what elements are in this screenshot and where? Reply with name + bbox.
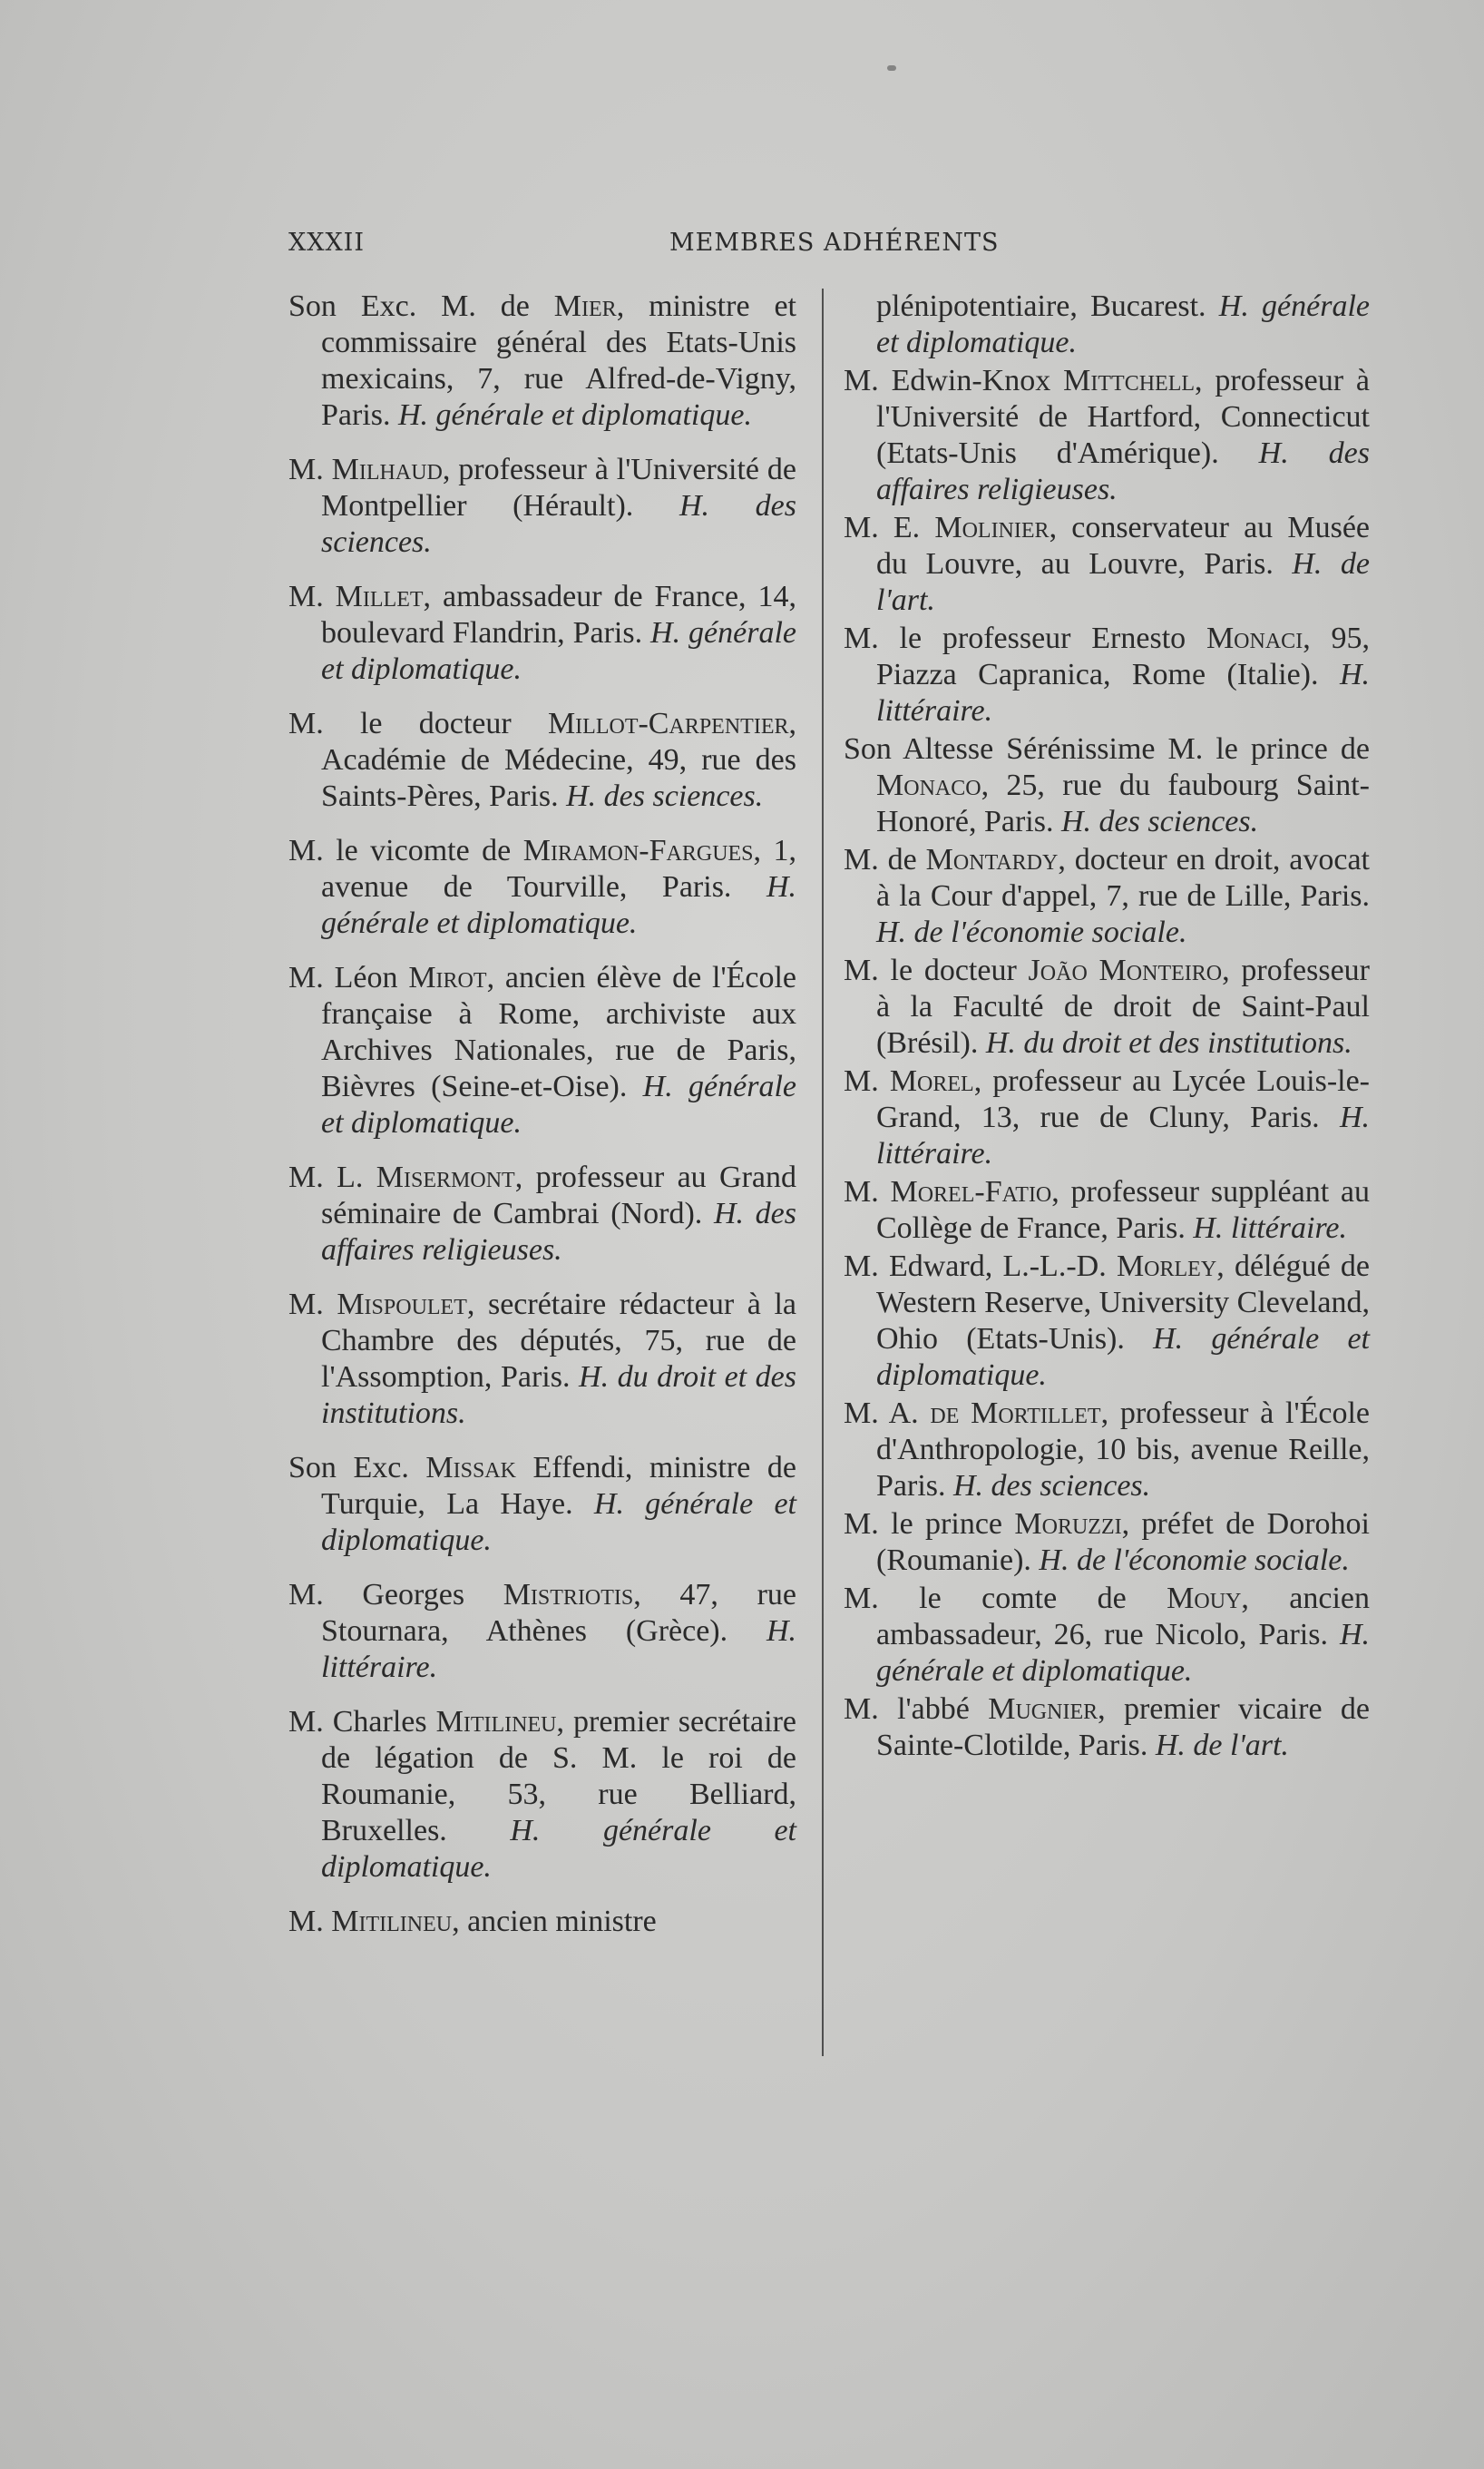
member-entry (288, 960, 796, 1141)
entry-details: , 25, rue du faubourg Saint-Honoré, Paris. (876, 769, 1370, 838)
entry-prefix: M. Edwin-Knox (844, 364, 1064, 397)
member-entry (288, 1577, 796, 1686)
member-name: Mouy (1167, 1582, 1242, 1615)
member-entry (844, 621, 1370, 730)
entry-prefix: M. L. (288, 1161, 376, 1194)
entry-prefix: M. (288, 1905, 332, 1938)
entry-prefix: M. (844, 1064, 890, 1098)
member-entry (844, 1581, 1370, 1690)
section-label: H. littéraire. (876, 1101, 1370, 1171)
section-label: H. de l'économie sociale. (1039, 1543, 1350, 1577)
member-entry (844, 953, 1370, 1062)
section-label: H. littéraire. (321, 1614, 796, 1684)
section-label: H. des sciences. (1060, 805, 1259, 838)
member-name: João Monteiro (1028, 954, 1223, 987)
member-entry (288, 1450, 796, 1559)
entry-details: , ambassadeur de France, 14, boulevard Flandrin, Paris. (321, 580, 796, 650)
entry-prefix: M. (288, 1288, 337, 1321)
entry-prefix: M. le professeur Ernesto (844, 622, 1206, 655)
member-name: Morel-Fatio (890, 1175, 1052, 1209)
member-name: Mier (553, 289, 617, 323)
member-name: Mittchell (1063, 364, 1196, 397)
entry-details: , préfet de Dorohoi (Roumanie). (876, 1507, 1370, 1577)
entry-details: , ministre et commissaire général des Etats-Unis mexicains, 7, rue Alfred-de-Vigny, Paris. (321, 289, 796, 432)
section-label: H. générale et diplomatique. (321, 870, 796, 940)
entry-details: , premier vicaire de Sainte-Clotilde, Paris. (876, 1692, 1370, 1762)
entry-details: , 95, Piazza Capranica, Rome (Italie). (876, 622, 1370, 691)
member-entry (288, 1904, 796, 1940)
member-entry (288, 452, 796, 561)
section-label: H. des affaires religieuses. (321, 1197, 796, 1267)
member-name: Millet (335, 580, 424, 613)
member-name: Moruzzi (1014, 1507, 1122, 1541)
entry-details: , conservateur au Musée du Louvre, au Louvre, Paris. (876, 511, 1370, 581)
entry-prefix: M. Georges (288, 1578, 503, 1612)
member-entry (844, 1506, 1370, 1579)
entry-prefix: M. le docteur (844, 954, 1029, 987)
entry-prefix: M. le prince (844, 1507, 1015, 1541)
member-entry (844, 510, 1370, 619)
entry-prefix: M. E. (844, 511, 935, 544)
entry-details: , professeur suppléant au Collège de France, Paris. (876, 1175, 1370, 1245)
section-label: H. du droit et des institutions. (985, 1026, 1352, 1060)
section-label: H. générale et diplomatique. (398, 398, 752, 432)
section-label: H. de l'économie sociale. (876, 916, 1187, 949)
member-name: Mispoulet (337, 1288, 467, 1321)
entry-details: , docteur en droit, avocat à la Cour d'appel, 7, rue de Lille, Paris. (876, 843, 1370, 913)
member-entry (844, 363, 1370, 508)
member-entry (844, 1063, 1370, 1172)
entry-details: , professeur à l'Université de Montpellier (Hérault). (321, 453, 797, 523)
member-entry (288, 289, 796, 434)
section-label: H. des sciences. (953, 1469, 1151, 1503)
entry-prefix: M. le docteur (288, 707, 548, 740)
member-entry (288, 833, 796, 942)
right-column (844, 289, 1370, 1766)
section-label: H. des sciences. (321, 489, 796, 559)
entry-prefix: Son Exc. (288, 1451, 426, 1484)
section-label: H. de l'art. (1155, 1729, 1289, 1762)
member-entry (288, 1160, 796, 1269)
member-name: Morley (1116, 1249, 1217, 1283)
member-name: Monaci (1206, 622, 1303, 655)
entry-details: , délégué de Western Reserve, University Cleveland, Ohio (Etats-Unis). (876, 1249, 1370, 1356)
entry-details: plénipotentiaire, Bucarest. (876, 289, 1219, 323)
member-entry (288, 706, 796, 815)
member-name: Montardy (925, 843, 1059, 877)
entry-prefix: M. (288, 580, 336, 613)
page-number: XXXII (288, 229, 365, 257)
entry-prefix: M. de (844, 843, 926, 877)
section-label: H. générale et diplomatique. (321, 1814, 796, 1884)
entry-prefix: M. le vicomte de (288, 834, 523, 867)
entry-details: , Académie de Médecine, 49, rue des Saints-Pères, Paris. (321, 707, 796, 813)
section-label: H. générale et diplomatique. (321, 1070, 796, 1140)
entry-details: , professeur à l'Université de Hartford, Connecticut (Etats-Unis d'Amérique). (876, 364, 1370, 470)
entry-details: , professeur à l'École d'Anthropologie, 10 bis, avenue Reille, Paris. (876, 1396, 1370, 1503)
member-entry (288, 1287, 796, 1432)
running-title: MEMBRES ADHÉRENTS (669, 229, 1000, 257)
section-label: H. générale et diplomatique. (321, 616, 796, 686)
entry-details: , 1, avenue de Tourville, Paris. (321, 834, 796, 904)
member-name: Missak (425, 1451, 516, 1484)
entry-details: , 47, rue Stournara, Athènes (Grèce). (321, 1578, 796, 1648)
section-label: H. du droit et des institutions. (321, 1360, 796, 1430)
section-label: H. générale et diplomatique. (876, 1618, 1370, 1688)
entry-prefix: M. (288, 453, 332, 486)
entry-prefix: M. Léon (288, 961, 409, 994)
member-entry (844, 1249, 1370, 1394)
entry-prefix: M. A. (844, 1396, 931, 1430)
entry-prefix: M. Charles (288, 1705, 436, 1739)
member-name: Mugnier (988, 1692, 1098, 1726)
member-name: Mitilineu (331, 1905, 453, 1938)
section-label: H. des affaires religieuses. (876, 436, 1370, 506)
entry-prefix: M. l'abbé (844, 1692, 989, 1726)
section-label: H. générale et diplomatique. (321, 1487, 797, 1557)
member-name: de Mortillet (930, 1396, 1101, 1430)
section-label: H. générale et diplomatique. (876, 1322, 1371, 1392)
entry-prefix: M. (844, 1175, 891, 1209)
member-name: Molinier (934, 511, 1050, 544)
entry-details: Effendi, ministre de Turquie, La Haye. (321, 1451, 796, 1521)
print-speck (887, 65, 896, 71)
entry-details: , professeur à la Faculté de droit de Saint-Paul (Brésil). (876, 954, 1370, 1060)
member-name: Mistriotis (503, 1578, 634, 1612)
member-name: Millot-Carpentier (547, 707, 789, 740)
member-entry (844, 1174, 1370, 1247)
member-entry (844, 289, 1370, 361)
member-name: Morel (889, 1064, 974, 1098)
page-header (288, 229, 1000, 265)
column-divider (822, 289, 824, 2056)
member-entry (844, 1396, 1370, 1504)
entry-prefix: Son Altesse Sérénissime M. le prince de (844, 732, 1370, 766)
entry-details: , ancien ambassadeur, 26, rue Nicolo, Paris. (876, 1582, 1370, 1651)
entry-details: , ancien ministre (452, 1905, 657, 1938)
member-entry (844, 842, 1370, 951)
member-name: Miramon-Fargues (522, 834, 754, 867)
member-name: Monaco (876, 769, 981, 802)
member-name: Mitilineu (435, 1705, 557, 1739)
entry-details: , professeur au Grand séminaire de Cambrai (Nord). (321, 1161, 797, 1230)
entry-details: , secrétaire rédacteur à la Chambre des députés, 75, rue de l'Assomption, Paris. (321, 1288, 796, 1394)
section-label: H. de l'art. (876, 547, 1370, 617)
member-name: Milhaud (331, 453, 443, 486)
member-entry (844, 1691, 1370, 1764)
entry-prefix: Son Exc. M. de (288, 289, 554, 323)
member-name: Misermont (376, 1161, 515, 1194)
member-entry (288, 579, 796, 688)
section-label: H. littéraire. (1193, 1211, 1348, 1245)
member-name: Mirot (408, 961, 487, 994)
entry-details: , premier secrétaire de légation de S. M. le roi de Roumanie, 53, rue Belliard, Bruxelles. (321, 1705, 796, 1847)
entry-prefix: M. le comte de (844, 1582, 1167, 1615)
section-label: H. des sciences. (566, 779, 764, 813)
entry-details: , professeur au Lycée Louis-le-Grand, 13, rue de Cluny, Paris. (876, 1064, 1371, 1134)
section-label: H. littéraire. (876, 658, 1370, 728)
entry-details: , ancien élève de l'École française à Rome, archiviste aux Archives Nationales, rue de Paris, Bièvres (Seine-et-Oise). (321, 961, 797, 1103)
entry-prefix: M. Edward, L.-L.-D. (844, 1249, 1117, 1283)
member-entry (288, 1704, 796, 1886)
section-label: H. générale et diplomatique. (876, 289, 1370, 359)
member-entry (844, 731, 1370, 840)
left-column (288, 289, 796, 1958)
